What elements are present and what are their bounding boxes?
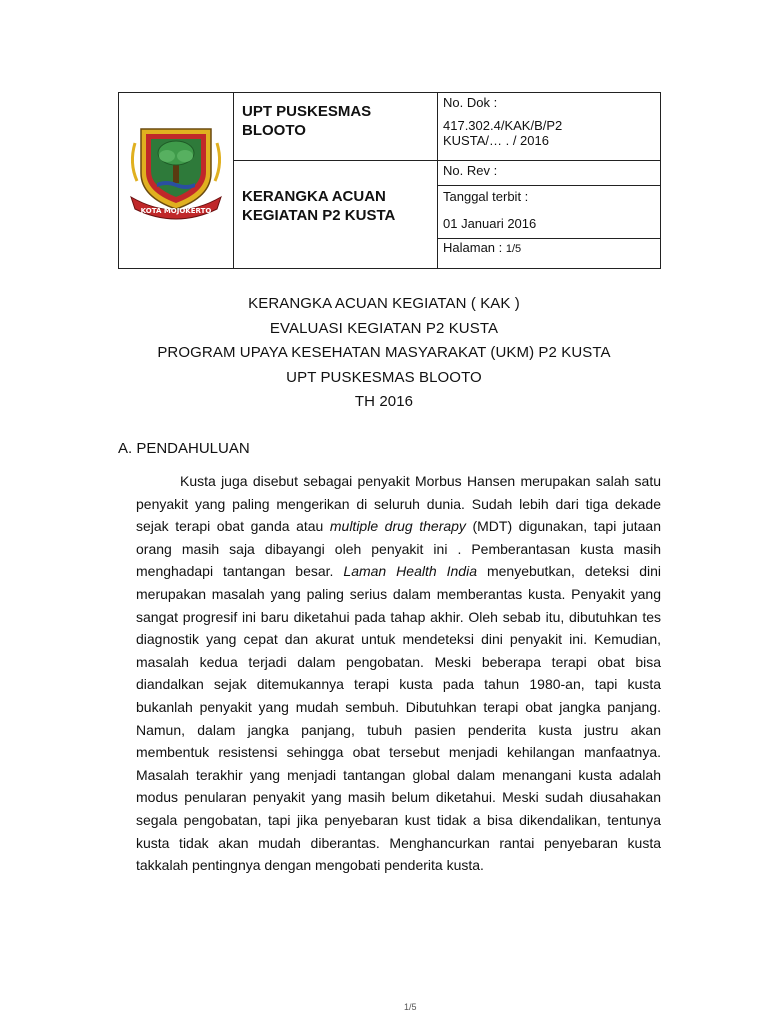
document-title-block [0,292,768,415]
tanggal-terbit-value: 01 Januari 2016 [443,215,537,231]
document-title-line1: KERANGKA ACUAN [242,188,386,205]
halaman-value: 1/5 [505,243,522,255]
halaman-label: Halaman : [443,240,503,255]
halaman-cell [438,239,661,269]
kota-mojokerto-emblem [127,123,225,223]
title-line-year: TH 2016 [354,393,414,410]
svg-text:KOTA MOJOKERTO: KOTA MOJOKERTO [140,207,212,215]
document-title-line2: KEGIATAN P2 KUSTA [242,207,396,224]
document-header-table [118,92,661,269]
section-heading-pendahuluan: A. PENDAHULUAN [118,440,250,457]
institution-name-cell [234,93,438,161]
logo-cell [119,93,234,269]
paragraph-text-part2: (MDT) digunakan, tapi jutaan orang masih saja dibayangi oleh penyakit ini . Pemberantasan kusta masih menghadapi tantangan besar. [136,518,661,580]
title-line-kak: KERANGKA ACUAN KEGIATAN ( KAK ) [248,295,520,312]
no-rev-label: No. Rev : [443,163,498,178]
paragraph-text-part1: Kusta juga disebut sebagai penyakit Morbus Hansen merupakan salah satu penyakit yang paling mengerikan di seluruh dunia. Sudah lebih dari tiga dekade sejak terapi obat ganda atau [136,473,661,535]
paragraph-italic-mdt: multiple drug therapy [329,518,466,535]
paragraph-text-part3: menyebutkan, deteksi dini merupakan masalah yang paling serius dalam memberantas kusta. Penyakit yang sangat progresif ini baru diketahui pada tahap akhir. Oleh sebab itu, dibutuhkan tes diagnostik yang cepat dan akurat untuk mendeteksi dini penyakit ini. Kemudian, masalah kedua terjadi dalam pengobatan. Meski beberapa terapi obat bisa diandalkan sejak ditemukannya terapi kusta pada tahun 1980-an, tapi kusta bukanlah penyakit yang mudah sembuh. Dibutuhkan terapi obat jangka panjang. Namun, dalam jangka panjang, tubuh pasien penderita kusta justru akan membentuk resistensi sehingga obat tersebut menjadi kehilangan manfaatnya. Masalah terakhir yang menjadi tantangan global dalam menangani kusta adalah modus penularan penyakit yang masih belum diketahui. Meski sudah diusahakan segala pengobatan, tapi jika penyebaran kust tidak a bisa dikendalikan, tentunya kusta tidak akan mudah diberantas. Menghancurkan rantai penyebaran kusta takkalah pentingnya dengan mengobati penderita kusta. [136,563,661,874]
institution-name-line2: BLOOTO [242,122,306,139]
title-line-evaluasi: EVALUASI KEGIATAN P2 KUSTA [269,319,499,337]
pendahuluan-paragraph [136,470,661,877]
document-title-cell [234,161,438,269]
no-dok-label: No. Dok : [443,95,498,110]
paragraph-italic-health-india: Laman Health India [343,563,477,580]
no-rev-cell [438,161,661,186]
institution-name-line1: UPT PUSKESMAS [242,103,372,120]
tanggal-terbit-label: Tanggal terbit : [443,189,529,204]
title-line-program: PROGRAM UPAYA KESEHATAN MASYARAKAT (UKM) P2 KUSTA [157,344,611,361]
title-line-puskesmas: UPT PUSKESMAS BLOOTO [286,368,482,386]
no-dok-cell [438,93,661,161]
no-dok-value-line1: 417.302.4/KAK/B/P2 [443,117,563,133]
page-number-mark: 1/5 [404,1002,417,1012]
tanggal-terbit-cell [438,186,661,239]
no-dok-value-line2: KUSTA/… . / 2016 [443,133,549,148]
